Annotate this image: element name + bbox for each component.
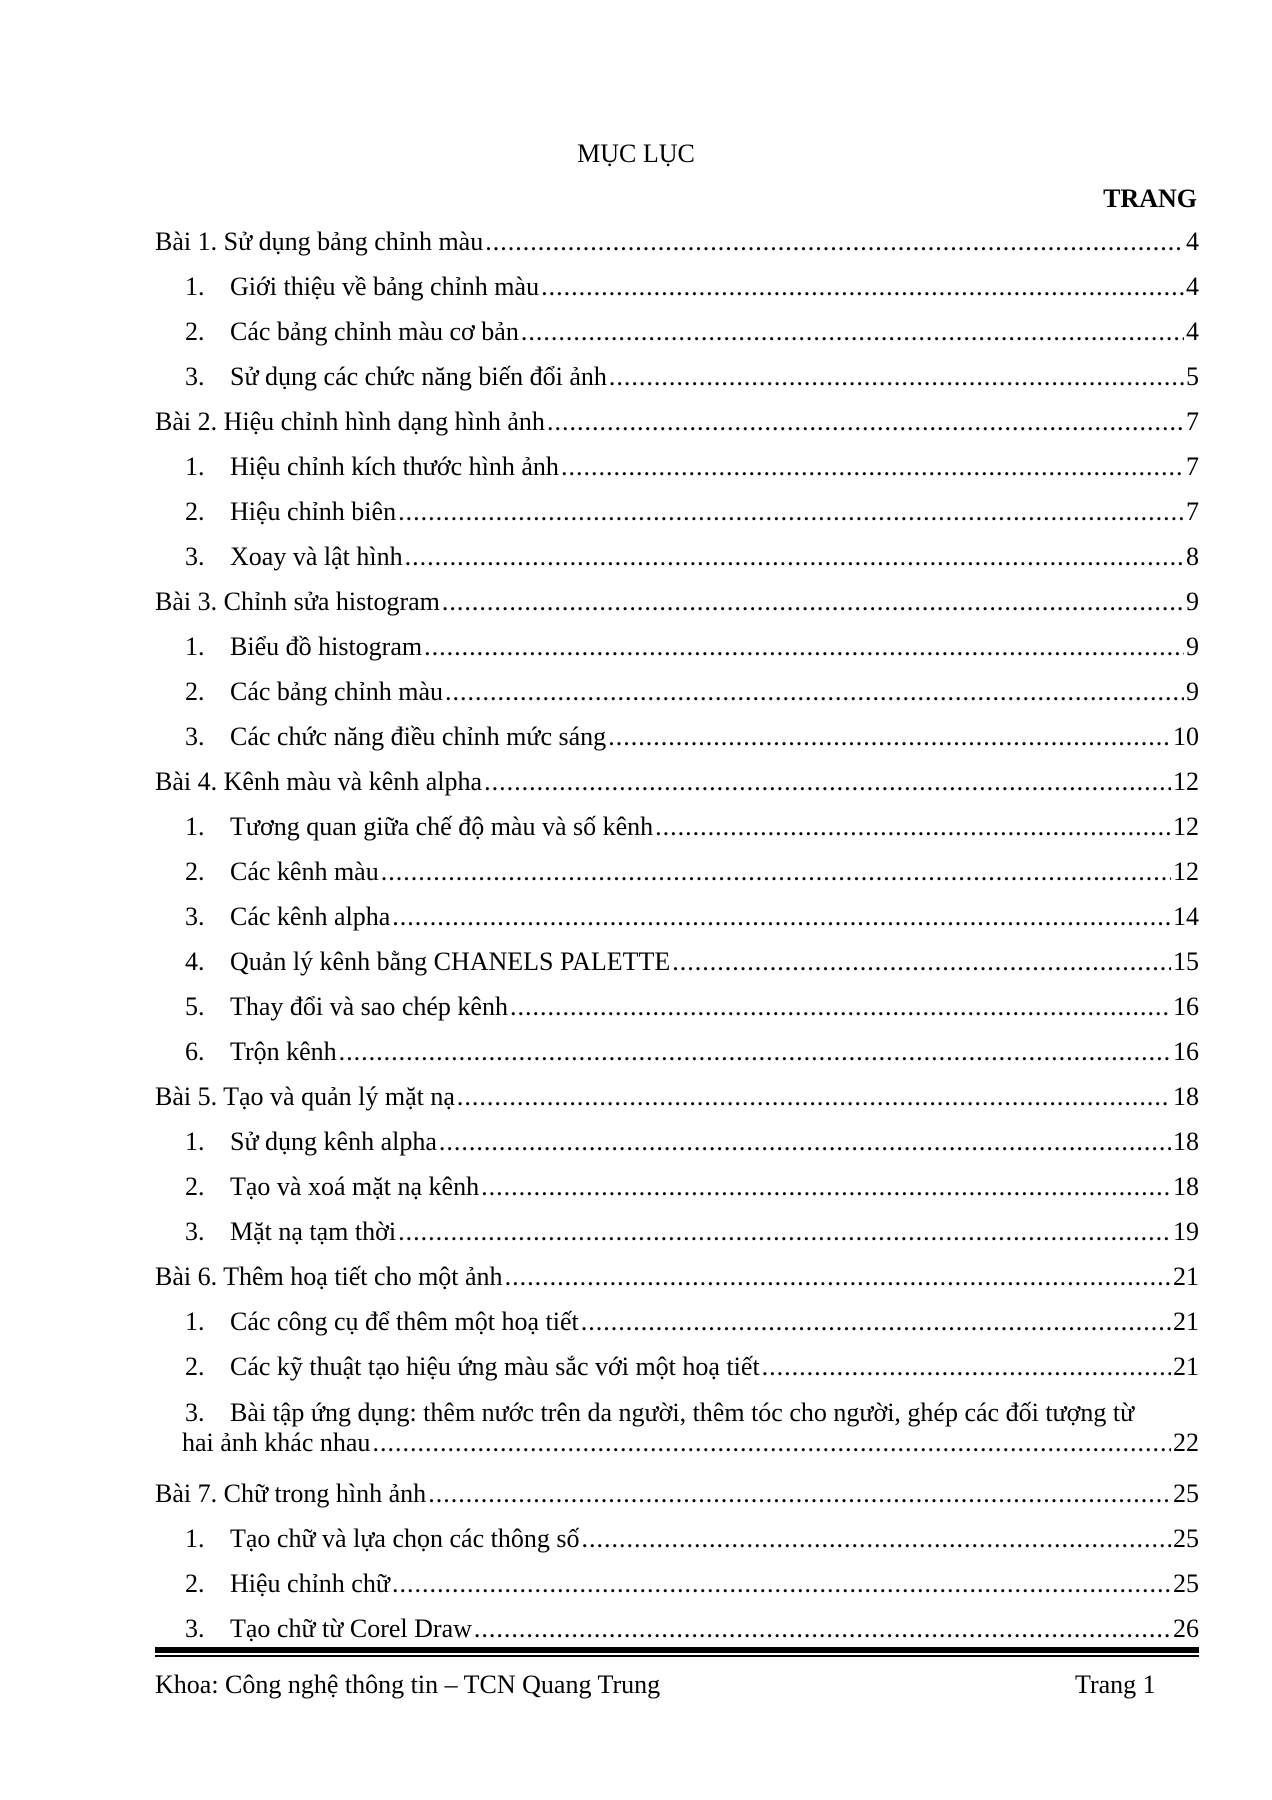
dot-leader bbox=[442, 584, 1184, 620]
toc-entry-number: 2. bbox=[185, 677, 205, 706]
toc-entry[interactable] bbox=[155, 989, 1199, 1034]
dot-leader bbox=[439, 1124, 1171, 1160]
toc-entry-page: 18 bbox=[1173, 1082, 1199, 1111]
dot-leader bbox=[510, 989, 1171, 1025]
toc-entry-page: 7 bbox=[1186, 452, 1199, 481]
toc-entry-text: Các kênh alpha bbox=[230, 902, 391, 931]
toc-entry-page: 21 bbox=[1173, 1262, 1199, 1291]
toc-entry-text: Bài 2. Hiệu chỉnh hình dạng hình ảnh bbox=[155, 407, 545, 436]
toc-entry-page: 26 bbox=[1173, 1614, 1199, 1643]
toc-entry[interactable] bbox=[155, 1214, 1199, 1259]
toc-entry-text: Trộn kênh bbox=[230, 1037, 337, 1066]
toc-entry-page: 4 bbox=[1186, 317, 1199, 346]
dot-leader bbox=[474, 1611, 1171, 1647]
toc-entry-page: 18 bbox=[1173, 1172, 1199, 1201]
toc-chapter-entry[interactable] bbox=[155, 1079, 1199, 1124]
toc-entry-number: 3. bbox=[185, 362, 205, 391]
toc-entry[interactable] bbox=[155, 269, 1199, 314]
toc-entry-page: 9 bbox=[1186, 632, 1199, 661]
toc-entry-number: 1. bbox=[185, 272, 205, 301]
toc-entry-number: 1. bbox=[185, 1127, 205, 1156]
toc-entry[interactable] bbox=[155, 1349, 1199, 1394]
toc-entry-page: 18 bbox=[1173, 1127, 1199, 1156]
toc-entry-text: Tạo chữ và lựa chọn các thông số bbox=[230, 1524, 580, 1553]
toc-entry-page: 16 bbox=[1173, 1037, 1199, 1066]
toc-entry-text: Tạo chữ từ Corel Draw bbox=[230, 1614, 472, 1643]
dot-leader bbox=[392, 1566, 1171, 1602]
toc-entry-number: 1. bbox=[185, 1307, 205, 1336]
dot-leader bbox=[581, 1521, 1171, 1557]
toc-entry[interactable] bbox=[155, 359, 1199, 404]
toc-entry-text: Giới thiệu về bảng chỉnh màu bbox=[230, 272, 540, 301]
toc-entry-text: Bài 6. Thêm hoạ tiết cho một ảnh bbox=[155, 1262, 503, 1291]
toc-chapter-entry[interactable] bbox=[155, 584, 1199, 629]
footer-rule-thick bbox=[155, 1647, 1199, 1653]
toc-entry-page: 21 bbox=[1173, 1352, 1199, 1381]
dot-leader bbox=[398, 494, 1184, 530]
footer-department: Khoa: Công nghệ thông tin – TCN Quang Trung bbox=[155, 1670, 661, 1699]
toc-entry[interactable] bbox=[155, 314, 1199, 359]
toc-entry-number: 1. bbox=[185, 632, 205, 661]
toc-entry-page: 15 bbox=[1173, 947, 1199, 976]
toc-entry-number: 2. bbox=[185, 1569, 205, 1598]
toc-entry[interactable] bbox=[155, 809, 1199, 854]
toc-entry[interactable] bbox=[155, 539, 1199, 584]
toc-entry[interactable] bbox=[155, 1169, 1199, 1214]
toc-chapter-entry[interactable] bbox=[155, 404, 1199, 449]
footer-page-number: Trang 1 bbox=[1075, 1670, 1156, 1699]
toc-entry-page: 16 bbox=[1173, 992, 1199, 1021]
toc-entry-text: Sử dụng kênh alpha bbox=[230, 1127, 437, 1156]
dot-leader bbox=[457, 1079, 1171, 1115]
dot-leader bbox=[481, 1169, 1171, 1205]
toc-entry-page: 9 bbox=[1186, 587, 1199, 616]
toc-entry-number: 3. bbox=[185, 542, 205, 571]
toc-entry-number: 1. bbox=[185, 452, 205, 481]
toc-entry-page: 12 bbox=[1173, 857, 1199, 886]
dot-leader bbox=[547, 404, 1184, 440]
toc-entry-text: Các kỹ thuật tạo hiệu ứng màu sắc với một hoạ tiết bbox=[230, 1352, 760, 1381]
toc-entry-text-continued: hai ảnh khác nhau bbox=[182, 1428, 371, 1457]
toc-entry-text: Bài 4. Kênh màu và kênh alpha bbox=[155, 767, 483, 796]
toc-entry-page: 9 bbox=[1186, 677, 1199, 706]
dot-leader bbox=[608, 719, 1171, 755]
toc-entry-page: 21 bbox=[1173, 1307, 1199, 1336]
toc-entry-page: 8 bbox=[1186, 542, 1199, 571]
dot-leader bbox=[428, 1476, 1171, 1512]
dot-leader bbox=[505, 1259, 1171, 1295]
dot-leader bbox=[521, 314, 1184, 350]
toc-chapter-entry[interactable] bbox=[155, 1476, 1199, 1521]
toc-entry-text: Bài 1. Sử dụng bảng chỉnh màu bbox=[155, 227, 484, 256]
toc-entry-number: 2. bbox=[185, 1172, 205, 1201]
toc-entry-number: 2. bbox=[185, 857, 205, 886]
toc-chapter-entry[interactable] bbox=[155, 224, 1199, 269]
toc-entry-text: Hiệu chỉnh chữ bbox=[230, 1569, 390, 1598]
dot-leader bbox=[581, 1304, 1171, 1340]
toc-entry-page: 25 bbox=[1173, 1569, 1199, 1598]
toc-entry-text: Hiệu chỉnh kích thước hình ảnh bbox=[230, 452, 559, 481]
toc-entry-page: 7 bbox=[1186, 407, 1199, 436]
dot-leader bbox=[392, 899, 1171, 935]
toc-entry-number: 3. bbox=[185, 902, 205, 931]
toc-entry-text: Thay đổi và sao chép kênh bbox=[230, 992, 508, 1021]
toc-entry-page: 14 bbox=[1173, 902, 1199, 931]
toc-entry-text: Các bảng chỉnh màu cơ bản bbox=[230, 317, 519, 346]
toc-entry-text: Xoay và lật hình bbox=[230, 542, 403, 571]
dot-leader bbox=[372, 1428, 1171, 1458]
dot-leader bbox=[609, 359, 1184, 395]
toc-entry-number: 1. bbox=[185, 812, 205, 841]
toc-entry-text: Quản lý kênh bằng CHANELS PALETTE bbox=[230, 947, 671, 976]
toc-entry-number: 2. bbox=[185, 1352, 205, 1381]
toc-entry-page: 7 bbox=[1186, 497, 1199, 526]
dot-leader bbox=[672, 944, 1171, 980]
toc-entry-text: Hiệu chỉnh biên bbox=[230, 497, 397, 526]
toc-entry[interactable] bbox=[155, 1521, 1199, 1566]
toc-entry[interactable] bbox=[155, 1394, 1199, 1476]
dot-leader bbox=[424, 629, 1184, 665]
toc-entry-number: 5. bbox=[185, 992, 205, 1021]
toc-entry-line1 bbox=[155, 1398, 1199, 1428]
dot-leader bbox=[485, 224, 1184, 260]
toc-entry-page: 4 bbox=[1186, 227, 1199, 256]
toc-entry[interactable] bbox=[155, 1034, 1199, 1079]
toc-entry-number: 3. bbox=[185, 1217, 205, 1246]
dot-leader bbox=[762, 1349, 1171, 1385]
toc-entry-number: 6. bbox=[185, 1037, 205, 1066]
toc-chapter-entry[interactable] bbox=[155, 764, 1199, 809]
toc-chapter-entry[interactable] bbox=[155, 1259, 1199, 1304]
toc-entry-text: Mặt nạ tạm thời bbox=[230, 1217, 397, 1246]
toc-entry-text: Bài 3. Chỉnh sửa histogram bbox=[155, 587, 440, 616]
toc-entry[interactable] bbox=[155, 449, 1199, 494]
dot-leader bbox=[405, 539, 1184, 575]
toc-entry-page: 22 bbox=[1173, 1428, 1199, 1457]
dot-leader bbox=[339, 1034, 1171, 1070]
toc-entry[interactable] bbox=[155, 494, 1199, 539]
toc-entry-page: 4 bbox=[1186, 272, 1199, 301]
toc-entry-text: Bài tập ứng dụng: thêm nước trên da người, thêm tóc cho người, ghép các đối tượng từ bbox=[230, 1398, 1135, 1427]
toc-entry-page: 12 bbox=[1173, 812, 1199, 841]
toc-entry-text: Tương quan giữa chế độ màu và số kênh bbox=[230, 812, 654, 841]
toc-entry-line2 bbox=[155, 1428, 1199, 1458]
toc-entry[interactable] bbox=[155, 1304, 1199, 1349]
toc-entry[interactable] bbox=[155, 1124, 1199, 1169]
toc-entry-number: 3. bbox=[185, 1398, 205, 1427]
footer-rule-thin bbox=[155, 1655, 1199, 1657]
dot-leader bbox=[445, 674, 1184, 710]
toc-entry-number: 1. bbox=[185, 1524, 205, 1553]
dot-leader bbox=[561, 449, 1184, 485]
dot-leader bbox=[541, 269, 1184, 305]
toc-entry-number: 2. bbox=[185, 317, 205, 346]
toc-entry-text: Các bảng chỉnh màu bbox=[230, 677, 443, 706]
page-column-label: TRANG bbox=[1103, 184, 1197, 213]
dot-leader bbox=[484, 764, 1171, 800]
toc-entry-text: Bài 5. Tạo và quản lý mặt nạ bbox=[155, 1082, 455, 1111]
toc-entry-page: 5 bbox=[1186, 362, 1199, 391]
toc-entry-number: 4. bbox=[185, 947, 205, 976]
toc-entry-text: Sử dụng các chức năng biến đổi ảnh bbox=[230, 362, 607, 391]
toc-entry-text: Các chức năng điều chỉnh mức sáng bbox=[230, 722, 607, 751]
toc-entry[interactable] bbox=[155, 1566, 1199, 1611]
table-of-contents bbox=[155, 224, 1199, 1656]
toc-entry[interactable] bbox=[155, 674, 1199, 719]
toc-entry-text: Các kênh màu bbox=[230, 857, 379, 886]
toc-entry-text: Tạo và xoá mặt nạ kênh bbox=[230, 1172, 480, 1201]
toc-entry[interactable] bbox=[155, 854, 1199, 899]
toc-entry-page: 25 bbox=[1173, 1479, 1199, 1508]
dot-leader bbox=[398, 1214, 1171, 1250]
toc-entry-text: Các công cụ để thêm một hoạ tiết bbox=[230, 1307, 579, 1336]
toc-entry-page: 12 bbox=[1173, 767, 1199, 796]
toc-entry[interactable] bbox=[155, 719, 1199, 764]
toc-entry-number: 3. bbox=[185, 722, 205, 751]
toc-entry-number: 2. bbox=[185, 497, 205, 526]
toc-entry[interactable] bbox=[155, 899, 1199, 944]
toc-entry[interactable] bbox=[155, 944, 1199, 989]
toc-entry-number: 3. bbox=[185, 1614, 205, 1643]
toc-entry-page: 25 bbox=[1173, 1524, 1199, 1553]
dot-leader bbox=[655, 809, 1171, 845]
toc-entry-text: Bài 7. Chữ trong hình ảnh bbox=[155, 1479, 427, 1508]
toc-entry-page: 19 bbox=[1173, 1217, 1199, 1246]
toc-entry-page: 10 bbox=[1173, 722, 1199, 751]
toc-entry[interactable] bbox=[155, 629, 1199, 674]
dot-leader bbox=[381, 854, 1171, 890]
toc-entry-text: Biểu đồ histogram bbox=[230, 632, 423, 661]
toc-title: MỤC LỤC bbox=[577, 139, 695, 168]
